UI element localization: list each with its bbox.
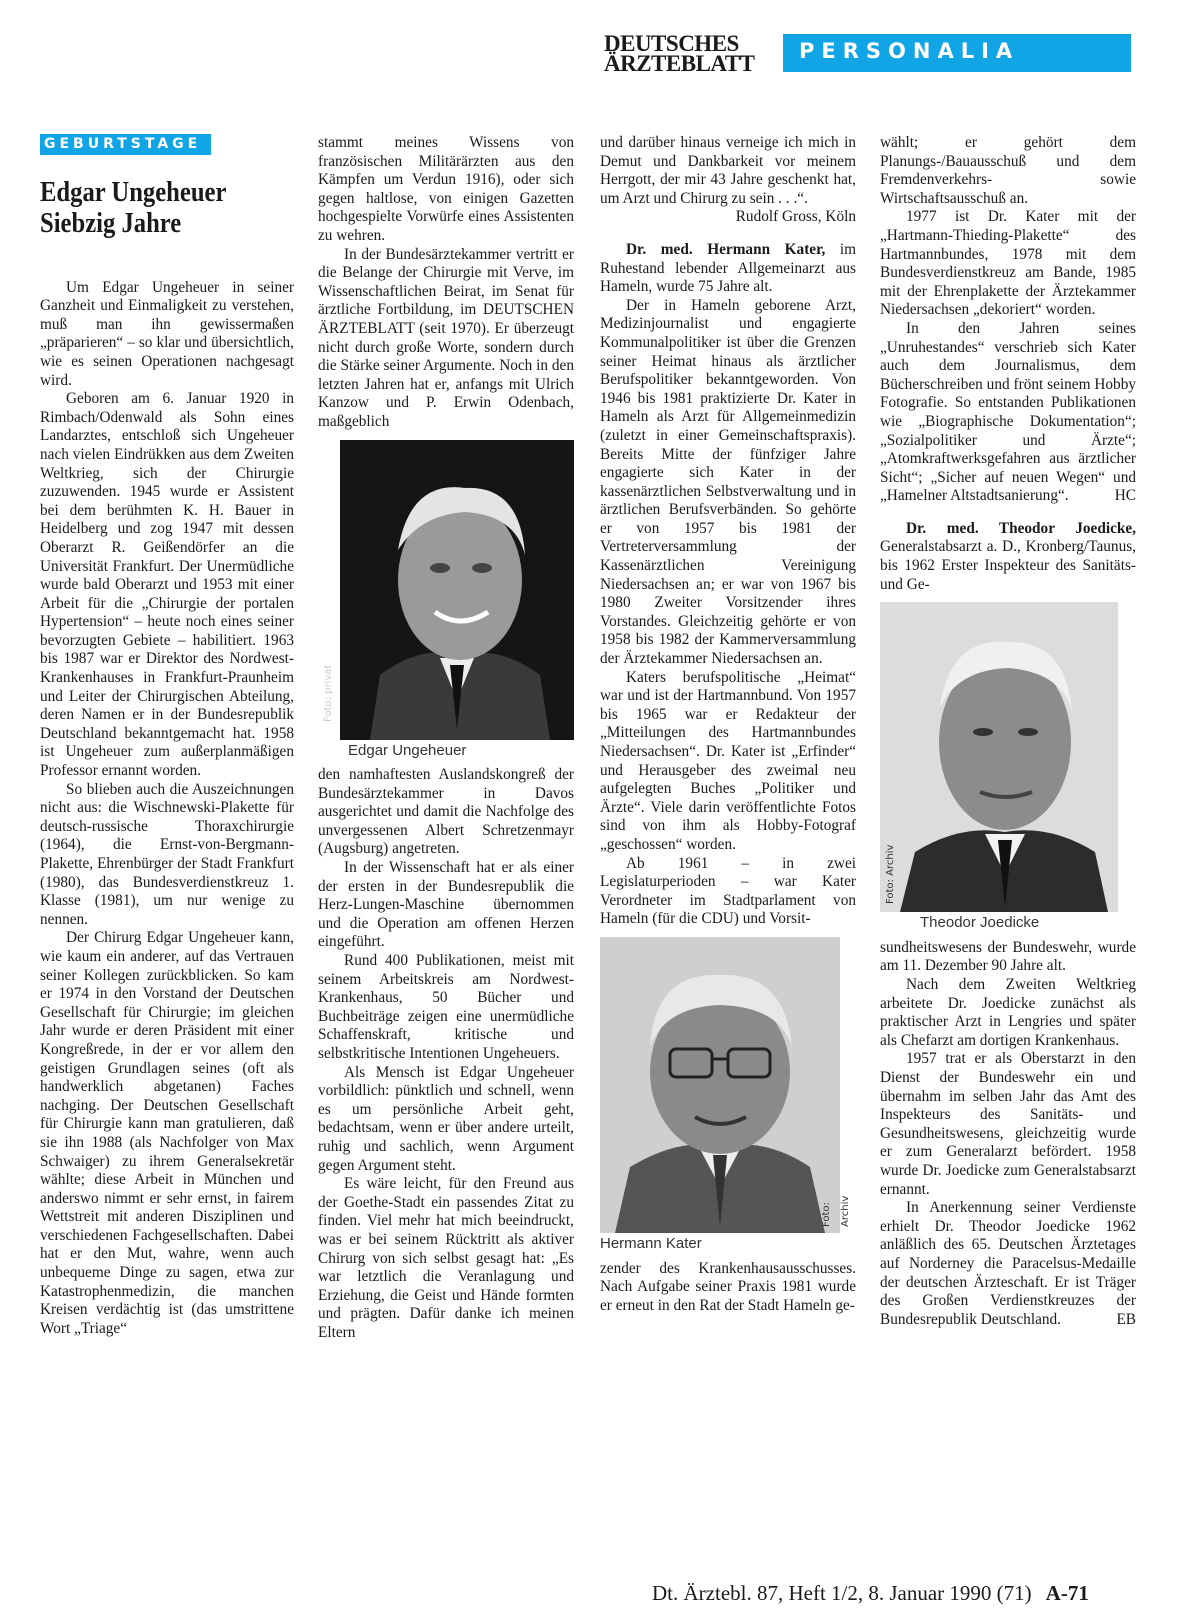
- paragraph: Nach dem Zweiten Weltkrieg arbeitete Dr. Joedicke zunächst als praktischer Arzt in Lengries und später als Chefarzt am dortigen Krankenhaus.: [880, 976, 1136, 1049]
- photo-caption: Hermann Kater: [600, 1234, 702, 1252]
- person-name: Dr. med. Hermann Kater,: [626, 240, 826, 258]
- paragraph-text: In den Jahren seines „Unruhestandes“ verschrieb sich Kater auch dem Journalismus, dem Bücherschreiben und frönt seinem Hobby Fotografie. So entstanden Publikationen wie „Biographische Dokumentation“; „Sozialpolitiker und Ärzte“; „Atomkraftwerksgefahren aus ärztlicher Sicht“; „Sicher auf neuen Wegen“ und „Hamelner Altstadtsanierung“.: [880, 319, 1136, 505]
- paragraph-text: In Anerkennung seiner Verdienste erhielt Dr. Theodor Joedicke 1962 anläßlich des 65. Deutschen Ärztetages auf Norderney die Paracelsus-Medaille der deutschen Ärzteschaft. Er ist Träger des Großen Verdienstkreuzes der Bundesrepublik Deutschland.: [880, 1199, 1136, 1328]
- headline: [40, 177, 264, 239]
- photo-caption: Edgar Ungeheuer: [348, 741, 467, 759]
- photo-credit: Foto: Archiv: [885, 844, 896, 905]
- paragraph: und darüber hinaus verneige ich mich in Demut und Dankbarkeit vor meinem Herrgott, der mir 43 Jahre geschenkt hat, um Arzt und Chirurg zu sein . . .“.: [600, 134, 856, 207]
- author-initials: HC: [1114, 487, 1136, 505]
- person-name: Dr. med. Theodor Joedicke,: [906, 519, 1136, 537]
- section-banner: PERSONALIA: [783, 34, 1131, 72]
- paragraph: [880, 1199, 1136, 1329]
- column-2: [318, 134, 574, 1343]
- author-initials: EB: [1116, 1310, 1136, 1328]
- page-footer: [652, 1581, 1089, 1606]
- author-signature: Rudolf Gross, Köln: [735, 208, 856, 226]
- paragraph: Um Edgar Ungeheuer in seiner Ganzheit und Einmaligkeit zu verstehen, muß man ihn gewissermaßen „präparieren“ – so klar und übersichtlich, wie es seinen Operationen nachgesagt wird.: [40, 278, 294, 389]
- paragraph: zender des Krankenhausausschusses. Nach Aufgabe seiner Praxis 1981 wurde er erneut in den Rat der Stadt Hameln ge-: [600, 1259, 856, 1314]
- portrait-image: [880, 602, 1118, 912]
- paragraph: [880, 320, 1136, 506]
- paragraph: sundheitswesens der Bundeswehr, wurde am 11. Dezember 90 Jahre alt.: [880, 938, 1136, 975]
- page-number: A-71: [1045, 1581, 1089, 1605]
- paragraph: 1977 ist Dr. Kater mit der „Hartmann-Thieding-Plakette“ des Hartmannbundes, 1978 mit dem Bundesverdienstkreuz am Bande, 1985 mit der Ehrenplakette der Ärztekammer Niedersachsen „dekoriert“ worden.: [880, 208, 1136, 319]
- photo-credit: Foto: privat: [323, 664, 334, 722]
- paragraph: 1957 trat er als Oberstarzt in den Dienst der Bundeswehr ein und übernahm im selben Jahr das Amt des Inspekteurs des Sanitäts- und Gesundheitswesens, gleichzeitig wurde er zum Generalarzt befördert. 1958 wurde Dr. Joedicke zum Generalstabsarzt ernannt.: [880, 1050, 1136, 1198]
- photo-theodor-joedicke: [880, 602, 1118, 912]
- paragraph: stammt meines Wissens von französischen Militärärzten aus den Kämpfen um Verdun 1916), oder sich gegen haltlose, von einigen Gazetten hochgespielte Vorwürfe eines Assistenten zu wehren.: [318, 134, 574, 244]
- kicker-label: GEBURTSTAGE: [40, 134, 211, 155]
- paragraph: wählt; er gehört dem Planungs-/Bauausschuß und dem Fremdenverkehrs- sowie Wirtschaftsausschuß an.: [880, 134, 1136, 207]
- masthead-line1: DEUTSCHES: [604, 31, 739, 56]
- citation: Dt. Ärztebl. 87, Heft 1/2, 8. Januar 1990 (71): [652, 1581, 1032, 1605]
- paragraph: Der in Hameln geborene Arzt, Medizinjournalist und engagierte Kommunalpolitiker ist über die Grenzen seiner Heimat hinaus als ärztlicher Berufspolitiker bekanntgeworden. Von 1946 bis 1981 praktizierte Dr. Kater in Hameln als Arzt für Allgemeinmedizin (zuletzt in einer Gemeinschaftspraxis). Bereits Mitte der fünfziger Jahre engagierte sich Kater in der kassenärztlichen Selbstverwaltung und in ärztlichen Berufsverbänden. So gehörte er von 1957 bis 1981 der Vertreterversammlung der Kassenärztlichen Vereinigung Niedersachsen an; er war von 1967 bis 1980 Zweiter Vorsitzender ihres Vorstandes. Gleichzeitig gehörte er von 1958 bis 1982 der Kammerversammlung der Ärztekammer Niedersachsen an.: [600, 296, 856, 668]
- paragraph: [600, 241, 856, 297]
- paragraph: In der Wissenschaft hat er als einer der ersten in der Bundesrepublik die Herz-Lungen-Maschine übernommen und die Operation am offenen Herzen eingeführt.: [318, 859, 574, 951]
- portrait-image: [600, 937, 840, 1233]
- masthead-logo: [604, 31, 764, 76]
- paragraph: So blieben auch die Auszeichnungen nicht aus: die Wischnewski-Plakette für deutsch-russische Thoraxchirurgie (1964), die Ernst-von-Bergmann-Plakette, Ehrenbürger der Stadt Frankfurt (1980), das Bundesverdienstkreuz 1. Klasse (1981), um nur wenige zu nennen.: [40, 780, 294, 928]
- paragraph: Rund 400 Publikationen, meist mit seinem Arbeitskreis am Nordwest-Krankenhaus, 50 Bücher und Buchbeiträge zeigen eine unermüdliche Schaffenskraft, kritische und selbstkritische Intentionen Ungeheuers.: [318, 952, 574, 1062]
- masthead-line2: ÄRZTEBLATT: [604, 51, 755, 76]
- paragraph: Der Chirurg Edgar Ungeheuer kann, wie kaum ein anderer, auf das Vertrauen seiner Kollegen zurückblicken. So kam er 1974 in den Vorstand der Deutschen Gesellschaft für Chirurgie; im gleichen Jahr wurde er deren Präsident mit einer Kongreßrede, in der er vor allem den geistigen Grundlagen seines (oft als handwerklich abgetanen) Faches nachging. Der Deutschen Gesellschaft für Chirurgie kann man gratulieren, daß sie ihn 1988 (als Nachfolger von Max Schwaiger) zu ihrem Generalsekretär wählte; diese Arbeit in München und anderswo nimmt er sehr ernst, in fairem Wettstreit mit anderen Disziplinen und verschiedenen Fachgesellschaften. Dabei hat er den Mut, wahre, wenn auch unbequeme Dinge zu sagen, etwa zur Katastrophenmedizin, die manchen Kreisen verdächtig ist (das umstrittene Wort „Triage“: [40, 929, 294, 1337]
- paragraph: Katers berufspolitische „Heimat“ war und ist der Hartmannbund. Von 1957 bis 1965 war er Redakteur der „Mitteilungen des Hartmannbundes Niedersachsen“. Dr. Kater ist „Erfinder“ und Herausgeber des zweimal neu aufgelegten Buches „Politiker und Ärzte“. Viele darin veröffentlichte Fotos sind von ihm als Hobby-Fotograf „geschossen“ worden.: [600, 668, 856, 853]
- headline-line2: Siebzig Jahre: [40, 207, 182, 239]
- paragraph: den namhaftesten Auslandskongreß der Bundesärztekammer in Davos ausgerichtet und damit die Nachfolge des unvergessenen Albert Schretzenmayr (Augsburg) angetreten.: [318, 766, 574, 858]
- column-3: [600, 134, 856, 1315]
- portrait-image: [340, 440, 574, 740]
- paragraph-text: Generalstabsarzt a. D., Kronberg/Taunus, bis 1962 Erster Inspekteur des Sanitäts- und Ge-: [880, 538, 1136, 593]
- headline-line1: Edgar Ungeheuer: [40, 176, 227, 208]
- photo-hermann-kater: [600, 937, 851, 1233]
- paragraph: In der Bundesärztekammer vertritt er die Belange der Chirurgie mit Verve, im Wissenschaftlichen Beirat, im Senat für ärztliche Fortbildung, im DEUTSCHEN ÄRZTEBLATT (seit 1970). Er überzeugt nicht durch große Worte, sondern durch die Stärke seiner Argumente. Noch in den letzten Jahren hat er, anfangs mit Ulrich Kanzow und P. Erwin Odenbach, maßgeblich: [318, 245, 574, 430]
- paragraph-text: im Ruhestand lebender Allgemeinarzt aus Hameln, wurde 75 Jahre alt.: [600, 240, 856, 296]
- paragraph: Geboren am 6. Januar 1920 in Rimbach/Odenwald als Sohn eines Landarztes, entschloß sich Ungeheuer nach vielen Eindrükken aus dem Zweiten Weltkrieg, sich der Chirurgie zuzuwenden. 1945 wurde er Assistent bei dem berühmten K. H. Bauer in Heidelberg und zog 1947 mit dessen Oberarzt R. Geißendörfer an die Universität Frankfurt. Der Unermüdliche wurde bald Oberarzt und 1953 mit einer Arbeit für die „Chirurgie der portalen Hypertension“ – heute noch eines seiner bevorzugten Gebiete – habilitiert. 1963 bis 1987 war er Direktor des Nordwest-Krankenhauses in Frankfurt-Praunheim und Leiter der Chirurgischen Abteilung, deren Namen er in der Bundesrepublik Deutschland bekanntgemacht hat. 1958 ist Ungeheuer zum außerplanmäßigen Professor ernannt worden.: [40, 390, 294, 780]
- column-1: [40, 134, 294, 1338]
- column-4: [880, 134, 1136, 1329]
- photo-caption: Theodor Joedicke: [920, 914, 1040, 932]
- paragraph: [880, 520, 1136, 594]
- paragraph: Als Mensch ist Edgar Ungeheuer vorbildlich: pünktlich und schnell, wenn es um persönliche Arbeit geht, bedachtsam, wenn er über andere urteilt, ruhig und sachlich, wenn Argument gegen Argument steht.: [318, 1063, 574, 1174]
- photo-edgar-ungeheuer: [323, 440, 574, 740]
- paragraph: Ab 1961 – in zwei Legislaturperioden – war Kater Verordneter im Stadtparlament von Hameln (für die CDU) und Vorsit-: [600, 854, 856, 928]
- paragraph: Es wäre leicht, für den Freund aus der Goethe-Stadt ein passendes Zitat zu finden. Viel mehr hat mich beeindruckt, was er bei seinem Rücktritt als aktiver Chirurg von sich selbst gesagt hat: „Es war letztlich die Veranlagung und Erziehung, die Geist und Hände formten und prägten. Dafür danke ich meinen Eltern: [318, 1175, 574, 1341]
- photo-credit: Foto: Archiv: [821, 1195, 851, 1227]
